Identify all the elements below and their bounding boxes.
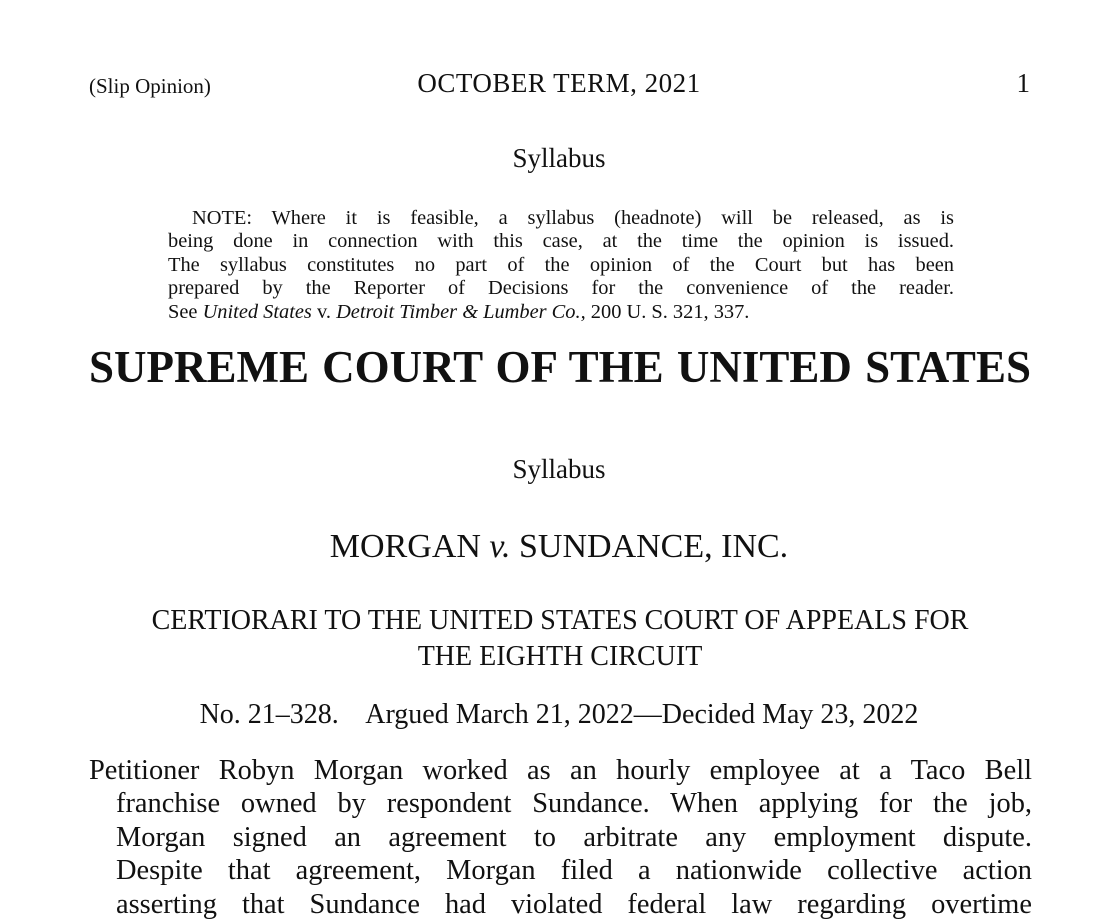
syllabus-heading-mid: Syllabus xyxy=(512,454,606,484)
case-party-2: Detroit Timber & Lumber Co., xyxy=(336,300,586,323)
caption-v: v. xyxy=(489,528,511,565)
note-see: See xyxy=(168,300,198,323)
case-party-1: United States xyxy=(202,300,312,323)
headnote-note xyxy=(168,207,954,324)
note-citation-line xyxy=(168,301,954,324)
docket-line: No. 21–328. Argued March 21, 2022—Decided May 23, 2022 xyxy=(199,699,919,730)
court-name-heading: SUPREME COURT OF THE UNITED STATES xyxy=(89,342,1031,392)
note-line: being done in connection with this case, at the time the opinion is issued. xyxy=(168,230,954,253)
certiorari-line-2: THE EIGHTH CIRCUIT xyxy=(417,641,703,672)
case-caption xyxy=(0,528,1110,566)
case-citation: 200 U. S. 321, 337. xyxy=(590,300,750,323)
certiorari-heading xyxy=(89,603,1031,675)
note-line: prepared by the Reporter of Decisions for the convenience of the reader. xyxy=(168,277,954,300)
slip-opinion-label: (Slip Opinion) xyxy=(89,74,211,98)
case-v: v. xyxy=(316,300,331,323)
syllabus-body xyxy=(89,754,1032,921)
body-line: Morgan signed an agreement to arbitrate any employment dispute. xyxy=(116,821,1032,853)
caption-petitioner: MORGAN xyxy=(329,528,481,565)
caption-respondent: SUNDANCE, INC. xyxy=(519,528,789,565)
certiorari-line-1: CERTIORARI TO THE UNITED STATES COURT OF APPEALS FOR xyxy=(151,605,969,636)
body-line: Petitioner Robyn Morgan worked as an hourly employee at a Taco Bell xyxy=(89,755,1032,786)
term-heading: OCTOBER TERM, 2021 xyxy=(417,68,701,98)
note-line: The syllabus constitutes no part of the opinion of the Court but has been xyxy=(168,253,954,276)
note-line: NOTE: Where it is feasible, a syllabus (headnote) will be released, as is xyxy=(192,207,954,229)
syllabus-heading-top: Syllabus xyxy=(512,143,606,173)
body-line: asserting that Sundance had violated federal law regarding overtime xyxy=(116,888,1032,920)
body-line: franchise owned by respondent Sundance. When applying for the job, xyxy=(116,788,1032,820)
page-number: 1 xyxy=(1016,68,1030,98)
body-line: Despite that agreement, Morgan filed a nationwide collective action xyxy=(116,855,1032,887)
